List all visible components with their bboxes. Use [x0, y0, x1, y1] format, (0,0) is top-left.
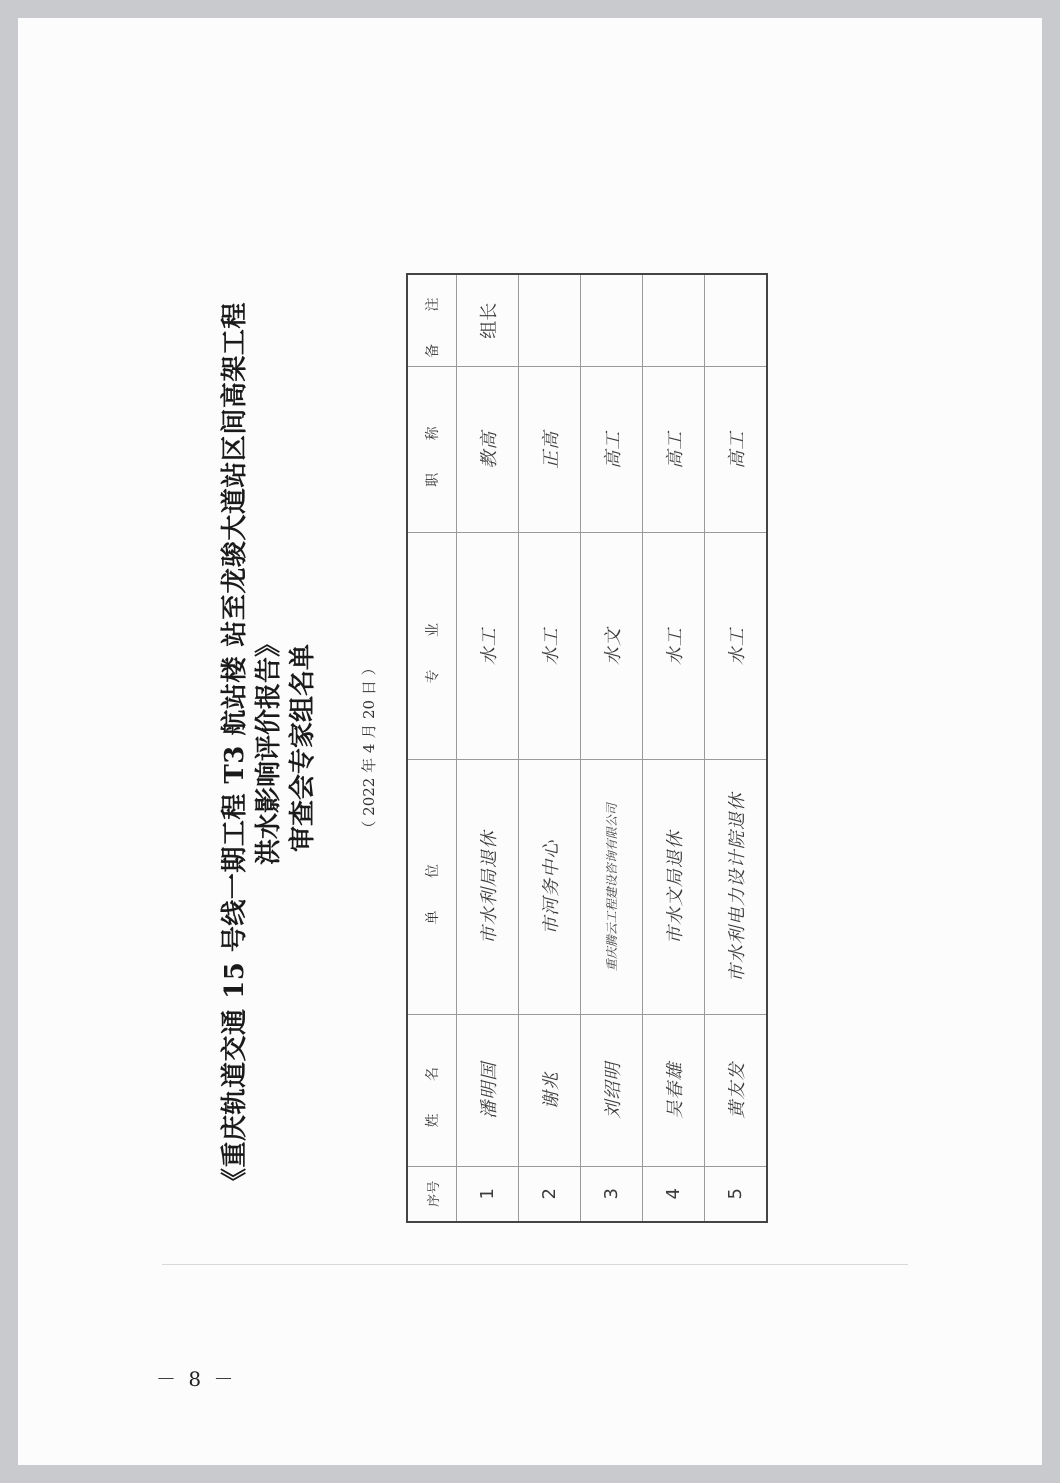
cell-major: 水工 — [519, 533, 581, 760]
page-number: － 8 － — [156, 1367, 234, 1391]
header-unit: 单 位 — [407, 760, 457, 1014]
cell-name: 吴春雄 — [643, 1014, 705, 1166]
cell-name: 刘绍明 — [581, 1014, 643, 1166]
table-row — [581, 274, 643, 1222]
cell-title: 教高 — [457, 367, 519, 533]
cell-no: 4 — [643, 1166, 705, 1222]
cell-unit: 重庆腾云工程建设咨询有限公司 — [581, 760, 643, 1014]
cell-remark — [519, 274, 581, 367]
cell-name: 黄友发 — [705, 1014, 768, 1166]
cell-major: 水工 — [457, 533, 519, 760]
cell-no: 5 — [705, 1166, 768, 1222]
document-title — [218, 268, 320, 1228]
cell-unit: 市水利局退休 — [457, 760, 519, 1014]
cell-title: 正高 — [519, 367, 581, 533]
cell-remark — [705, 274, 768, 367]
meeting-date: （ 2022 年 4 月 20 日 ） — [360, 660, 378, 836]
title-line-2: 洪水影响评价报告》 — [254, 631, 284, 866]
cell-unit: 市水利电力设计院退休 — [705, 760, 768, 1014]
table-row — [705, 274, 768, 1222]
title-line-3: 审查会专家组名单 — [288, 644, 318, 853]
cell-unit: 市水文局退休 — [643, 760, 705, 1014]
cell-name: 谢兆 — [519, 1014, 581, 1166]
table-row — [457, 274, 519, 1222]
header-name: 姓 名 — [407, 1014, 457, 1166]
cell-title: 高工 — [581, 367, 643, 533]
table-row — [519, 274, 581, 1222]
header-title: 职 称 — [407, 367, 457, 533]
cell-no: 3 — [581, 1166, 643, 1222]
cell-major: 水工 — [705, 533, 768, 760]
footer-divider — [162, 1264, 908, 1265]
cell-remark — [581, 274, 643, 367]
title-line-1: 《重庆轨道交通 15 号线一期工程 T3 航站楼 站至龙骏大道站区间高架工程 — [220, 302, 250, 1194]
rotated-content — [218, 268, 798, 1228]
header-no: 序号 — [407, 1166, 457, 1222]
cell-title: 高工 — [705, 367, 768, 533]
table-header-row — [407, 274, 457, 1222]
cell-major: 水文 — [581, 533, 643, 760]
expert-roster-table — [406, 273, 768, 1223]
cell-title: 高工 — [643, 367, 705, 533]
cell-no: 1 — [457, 1166, 519, 1222]
header-major: 专 业 — [407, 533, 457, 760]
header-remark: 备 注 — [407, 274, 457, 367]
table-row — [643, 274, 705, 1222]
document-page — [18, 18, 1042, 1465]
cell-major: 水工 — [643, 533, 705, 760]
cell-no: 2 — [519, 1166, 581, 1222]
cell-name: 潘明国 — [457, 1014, 519, 1166]
cell-remark: 组长 — [457, 274, 519, 367]
cell-remark — [643, 274, 705, 367]
cell-unit: 市河务中心 — [519, 760, 581, 1014]
